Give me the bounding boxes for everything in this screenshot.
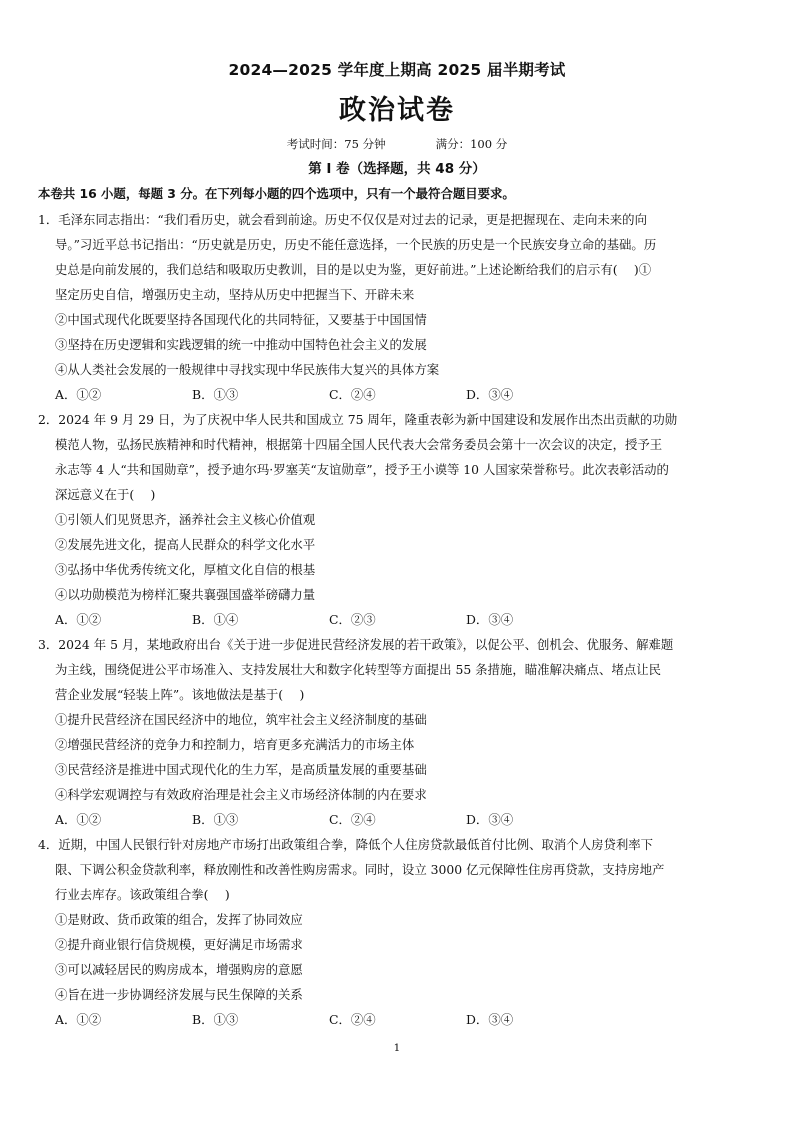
statement-option: ③弘扬中华优秀传统文化，厚植文化自信的根基: [55, 562, 316, 577]
question-2: [38, 407, 762, 632]
question-stem-line: 营企业发展“轻装上阵”。该地做法是基于( ): [55, 687, 305, 702]
statement-option: ④科学宏观调控与有效政府治理是社会主义市场经济体制的内在要求: [55, 787, 427, 802]
section-title: 第 I 卷（选择题，共 48 分）: [308, 161, 486, 177]
statement-option: ①是财政、货币政策的组合，发挥了协同效应: [55, 912, 303, 927]
question-stem-line: 史总是向前发展的，我们总结和吸取历史教训，目的是以史为鉴，更好前进。”上述论断给我们的启示有( )①: [55, 262, 652, 277]
statement-option: ④以功勋模范为榜样汇聚共襄强国盛举磅礴力量: [55, 587, 316, 602]
question-4: [38, 832, 762, 1032]
statement-option: ②提升商业银行信贷规模，更好满足市场需求: [55, 937, 303, 952]
statement-option: ②中国式现代化既要坚持各国现代化的共同特征，又要基于中国国情: [55, 312, 427, 327]
question-3: [38, 632, 762, 832]
statement-option: ①引领人们见贤思齐，涵养社会主义核心价值观: [55, 512, 316, 527]
answer-choice: D．③④: [466, 1012, 514, 1027]
answer-choices: [38, 382, 762, 407]
answer-choice: C．②④: [329, 812, 376, 827]
statement-option: ④旨在进一步协调经济发展与民生保障的关系: [55, 987, 303, 1002]
answer-choice: A．①②: [55, 612, 102, 627]
question-list: [38, 207, 762, 1032]
subject-title: 政治试卷: [339, 95, 455, 126]
statement-option: ②发展先进文化，提高人民群众的科学文化水平: [55, 537, 316, 552]
statement-option: ①提升民营经济在国民经济中的地位，筑牢社会主义经济制度的基础: [55, 712, 427, 727]
statement-option: ③坚持在历史逻辑和实践逻辑的统一中推动中国特色社会主义的发展: [55, 337, 427, 352]
exam-title: 2024—2025 学年度上期高 2025 届半期考试: [228, 61, 566, 79]
answer-choices: [38, 807, 762, 832]
question-stem-line: 导。”习近平总书记指出：“历史就是历史，历史不能任意选择，一个民族的历史是一个民族安身立命的基础。历: [55, 237, 657, 252]
answer-choice: D．③④: [466, 812, 514, 827]
answer-choice: B．①③: [192, 1012, 239, 1027]
question-stem-line: 永志等 4 人“共和国勋章”，授予迪尔玛·罗塞芙“友谊勋章”，授予王小谟等 10 人国家荣誉称号。此次表彰活动的: [55, 462, 669, 477]
question-stem-line: 2．2024 年 9 月 29 日，为了庆祝中华人民共和国成立 75 周年，隆重表彰为新中国建设和发展作出杰出贡献的功勋: [38, 412, 678, 427]
answer-choice: D．③④: [466, 387, 514, 402]
answer-choice: D．③④: [466, 612, 514, 627]
question-stem-line: 行业去库存。该政策组合拳( ): [55, 887, 230, 902]
page-number: 1: [393, 1042, 401, 1054]
answer-choice: B．①④: [192, 612, 239, 627]
question-stem-line: 3．2024 年 5 月，某地政府出台《关于进一步促进民营经济发展的若干政策》，以促公平、创机会、优服务、解难题: [38, 637, 674, 652]
question-stem-line: 限、下调公积金贷款利率，释放刚性和改善性购房需求。同时，设立 3000 亿元保障性住房再贷款，支持房地产: [55, 862, 665, 877]
answer-choice: A．①②: [55, 812, 102, 827]
answer-choice: B．①③: [192, 812, 239, 827]
answer-choice: A．①②: [55, 387, 102, 402]
full-score: 满分：100 分: [435, 137, 508, 151]
statement-option: ③可以减轻居民的购房成本，增强购房的意愿: [55, 962, 303, 977]
question-stem-line: 4．近期，中国人民银行针对房地产市场打出政策组合拳，降低个人住房贷款最低首付比例、取消个人房贷利率下: [38, 837, 654, 852]
answer-choice: B．①③: [192, 387, 239, 402]
answer-choices: [38, 1007, 762, 1032]
question-stem-line: 1．毛泽东同志指出：“我们看历史，就会看到前途。历史不仅仅是对过去的记录，更是把握现在、走向未来的向: [38, 212, 647, 227]
answer-choices: [38, 607, 762, 632]
question-stem-line: 模范人物，弘扬民族精神和时代精神，根据第十四届全国人民代表大会常务委员会第十一次会议的决定，授予王: [55, 437, 663, 452]
answer-choice: C．②④: [329, 387, 376, 402]
statement-option: ④从人类社会发展的一般规律中寻找实现中华民族伟大复兴的具体方案: [55, 362, 440, 377]
answer-choice: C．②④: [329, 1012, 376, 1027]
exam-time: 考试时间：75 分钟: [286, 137, 386, 151]
question-stem-line: 为主线，围绕促进公平市场准入、支持发展壮大和数字化转型等方面提出 55 条措施，瞄准解决痛点、堵点让民: [55, 662, 662, 677]
statement-option: ②增强民营经济的竞争力和控制力，培育更多充满活力的市场主体: [55, 737, 415, 752]
question-1: [38, 207, 762, 407]
question-stem-line: 坚定历史自信，增强历史主动，坚持从历史中把握当下、开辟未来: [55, 287, 415, 302]
question-stem-line: 深远意义在于( ): [55, 487, 156, 502]
statement-option: ③民营经济是推进中国式现代化的生力军，是高质量发展的重要基础: [55, 762, 427, 777]
answer-choice: A．①②: [55, 1012, 102, 1027]
exam-meta: [0, 136, 794, 152]
answer-choice: C．②③: [329, 612, 376, 627]
instructions: 本卷共 16 小题，每题 3 分。在下列每小题的四个选项中，只有一个最符合题目要求。: [38, 186, 515, 201]
